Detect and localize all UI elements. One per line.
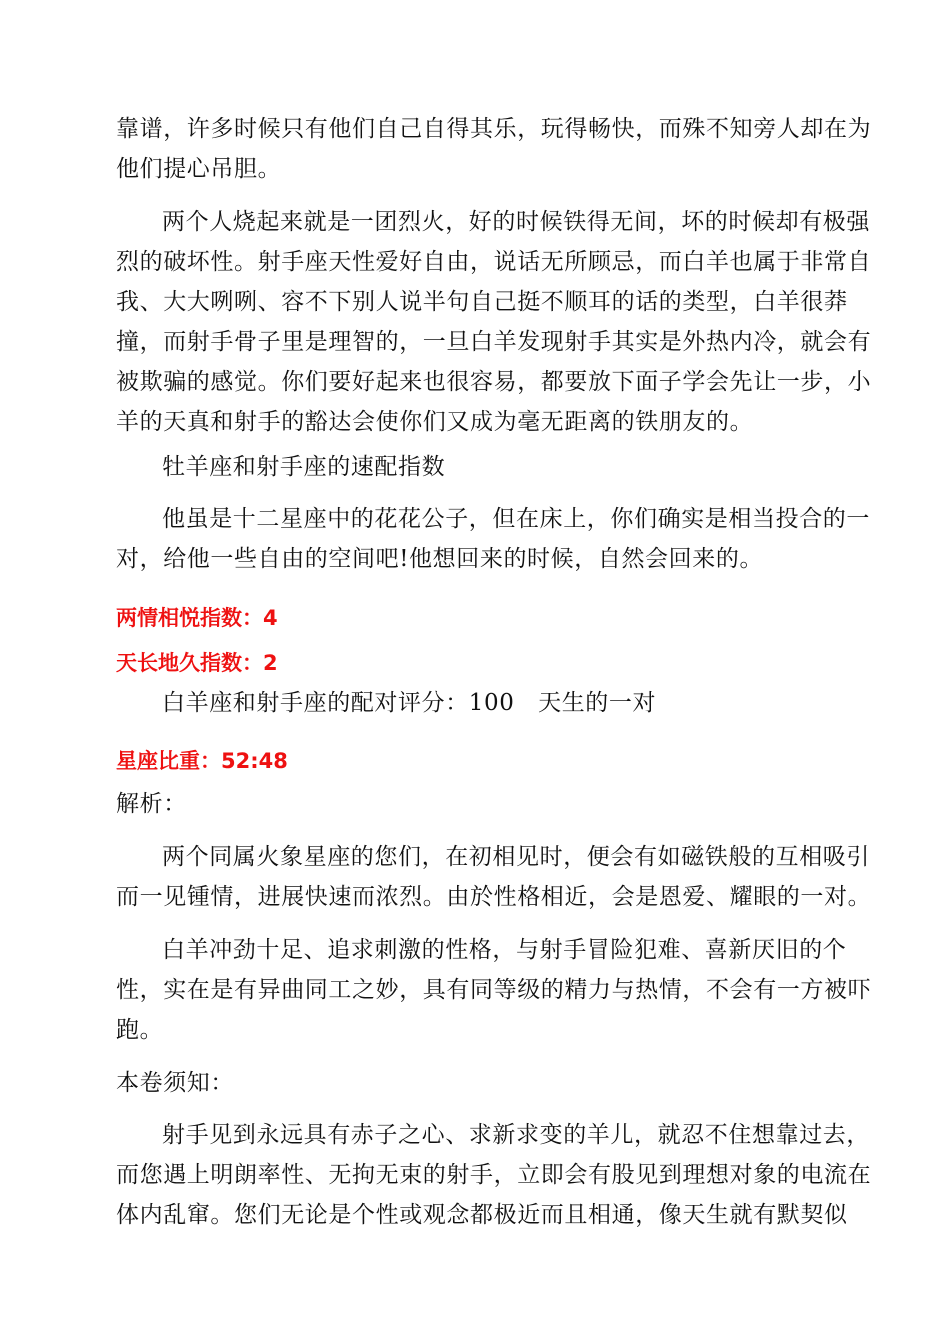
paragraph-line: 撞，而射手骨子里是理智的，一旦白羊发现射手其实是外热内冷，就会有	[116, 329, 872, 355]
paragraph-line: 我、大大咧咧、容不下别人说半句自己挺不顺耳的话的类型，白羊很莽	[116, 289, 848, 315]
paragraph-line: 跑。	[116, 1017, 164, 1043]
section-title-text: 牡羊座和射手座的速配指数	[162, 454, 446, 480]
paragraph-line: 对，给他一些自由的空间吧!他想回来的时候，自然会回来的。	[116, 546, 764, 572]
analysis-label-text: 解析：	[116, 791, 187, 817]
paragraph-line: 性，实在是有异曲同工之妙，具有同等级的精力与热情，不会有一方被吓	[116, 977, 872, 1003]
ratio-heading: 星座比重：52:48	[116, 749, 288, 773]
paragraph-line: 两个同属火象星座的您们，在初相见时，便会有如磁铁般的互相吸引	[162, 844, 870, 870]
lasting-index-heading: 天长地久指数：2	[116, 651, 278, 675]
notice-label-text: 本卷须知：	[116, 1070, 234, 1096]
paragraph-line: 体内乱窜。您们无论是个性或观念都极近而且相通，像天生就有默契似	[116, 1202, 848, 1228]
paragraph-line: 射手见到永远具有赤子之心、求新求变的羊儿，就忍不住想靠过去，	[162, 1122, 870, 1148]
paragraph-line: 他虽是十二星座中的花花公子，但在床上，你们确实是相当投合的一	[162, 506, 870, 532]
love-index-heading: 两情相悦指数：4	[116, 606, 278, 630]
paragraph-line: 两个人烧起来就是一团烈火，好的时候铁得无间，坏的时候却有极强	[162, 209, 870, 235]
paragraph-line: 而您遇上明朗率性、无拘无束的射手，立即会有股见到理想对象的电流在	[116, 1162, 872, 1188]
paragraph-line: 靠谱，许多时候只有他们自己自得其乐，玩得畅快，而殊不知旁人却在为	[116, 116, 872, 142]
paragraph-line: 而一见锺情，进展快速而浓烈。由於性格相近，会是恩爱、耀眼的一对。	[116, 884, 872, 910]
paragraph-line: 白羊冲劲十足、追求刺激的性格，与射手冒险犯难、喜新厌旧的个	[162, 937, 847, 963]
paragraph-line: 烈的破坏性。射手座天性爱好自由，说话无所顾忌，而白羊也属于非常自	[116, 249, 872, 275]
paragraph-line: 他们提心吊胆。	[116, 156, 282, 182]
paragraph-line: 被欺骗的感觉。你们要好起来也很容易，都要放下面子学会先让一步，小	[116, 369, 872, 395]
pair-score-text: 白羊座和射手座的配对评分：100 天生的一对	[162, 690, 657, 716]
paragraph-line: 羊的天真和射手的豁达会使你们又成为毫无距离的铁朋友的。	[116, 409, 754, 435]
